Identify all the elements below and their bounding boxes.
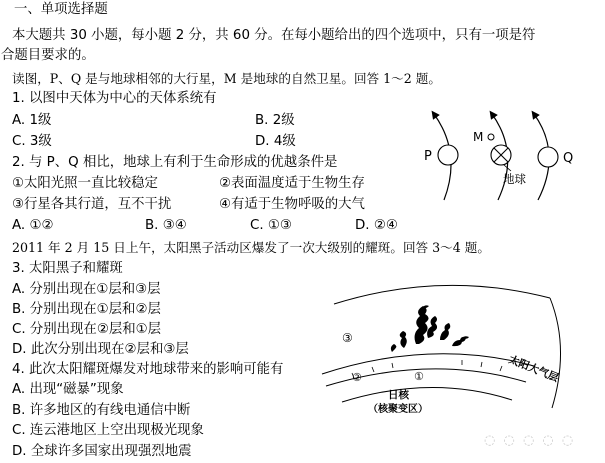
section-heading: 一、单项选择题	[14, 2, 108, 17]
q3-option-c: C. 分别出现在②层和①层	[12, 322, 161, 337]
q3-option-b: B. 分别出现在①层和②层	[12, 302, 161, 317]
q3-option-d: D. 此次分别出现在②层和③层	[12, 342, 189, 357]
group2-stem: 2011 年 2 月 15 日上午，太阳黑子活动区爆发了一次大级别的耀斑。回答 3～4 题。	[12, 240, 490, 255]
label-q: Q	[563, 151, 574, 166]
q2-statement-2: ②表面温度适于生物生存	[219, 176, 365, 191]
q2-statement-4: ④有适于生物呼吸的大气	[219, 197, 365, 212]
q4-option-d: D. 全球许多国家出现强烈地震	[12, 444, 192, 459]
solar-prominences	[391, 305, 469, 352]
label-layer-1: ①	[414, 370, 424, 383]
q4-option-c: C. 连云港地区上空出现极光现象	[12, 423, 204, 438]
label-m: M	[473, 130, 484, 144]
section-intro-line-2: 合题目要求的。	[1, 48, 95, 63]
q1-option-c: C. 3级	[12, 134, 52, 149]
planet-orbit-diagram	[410, 108, 600, 208]
q2-text: 2. 与 P、Q 相比，地球上有利于生命形成的优越条件是	[12, 155, 338, 170]
q2-statement-3: ③行星各其行道，互不干扰	[12, 197, 172, 212]
q1-option-a: A. 1级	[12, 113, 52, 128]
group1-stem: 读图，P、Q 是与地球相邻的大行星，M 是地球的自然卫星。回答 1～2 题。	[12, 71, 441, 86]
label-atmosphere: 太阳大气层	[506, 353, 561, 385]
label-layer-2: ②	[352, 371, 362, 384]
atmosphere-outer-arc	[334, 285, 550, 304]
q4-option-b: B. 许多地区的有线电通信中断	[12, 403, 191, 418]
q3-text: 3. 太阳黑子和耀斑	[12, 261, 123, 276]
label-earth: 地球	[503, 172, 526, 186]
q1-option-d: D. 4级	[255, 134, 296, 149]
q2-statement-1: ①太阳光照一直比较稳定	[12, 176, 158, 191]
planet-p	[438, 145, 458, 165]
label-layer-3: ③	[342, 331, 353, 345]
section-intro-line-1: 本大题共 30 小题，每小题 2 分，共 60 分。在每小题给出的四个选项中，只有一项是符	[12, 28, 536, 43]
solar-layers-diagram	[312, 278, 582, 428]
label-p: P	[424, 149, 432, 164]
label-core-sub: （核聚变区）	[368, 404, 428, 415]
q4-option-a: A. 出现“磁暴”现象	[12, 382, 124, 397]
q4-text: 4. 此次太阳耀斑爆发对地球带来的影响可能有	[12, 362, 284, 377]
q2-option-b: B. ③④	[145, 218, 187, 233]
label-core: 日核	[388, 389, 409, 401]
q1-option-b: B. 2级	[255, 113, 295, 128]
core-boundary	[342, 387, 512, 402]
q2-option-c: C. ①③	[250, 218, 292, 233]
q3-option-a: A. 分别出现在①层和③层	[12, 282, 161, 297]
planet-q	[538, 147, 558, 167]
watermark: ◌ ◌ ◌ ◌ ◌	[484, 433, 576, 448]
q1-text: 1. 以图中天体为中心的天体系统有	[12, 91, 217, 106]
q2-option-d: D. ②④	[355, 218, 398, 233]
q2-option-a: A. ①②	[12, 218, 54, 233]
moon-m	[488, 134, 494, 140]
